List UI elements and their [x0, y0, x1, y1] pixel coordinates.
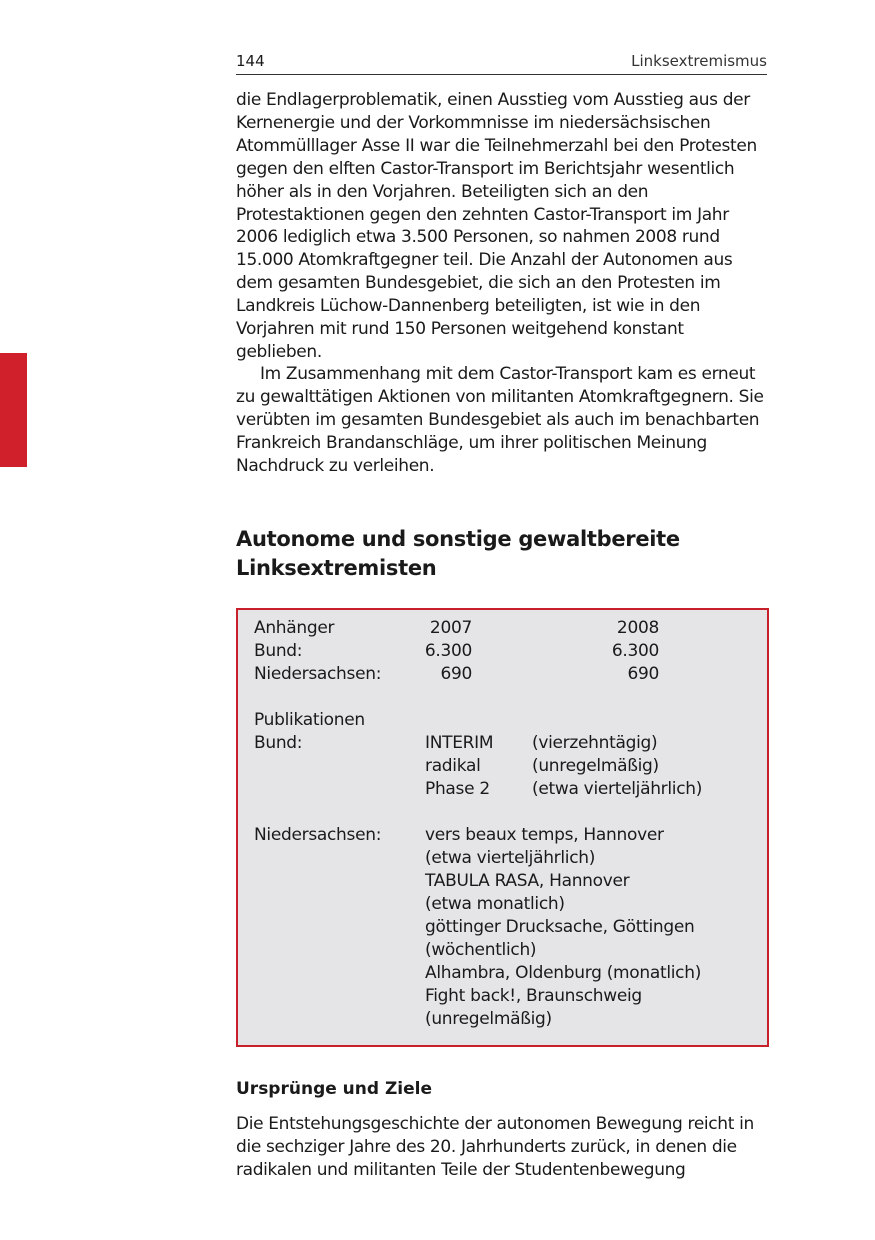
paragraph-1: die Endlagerproblematik, einen Ausstieg vom Ausstieg aus der Kernenergie und der Vorkommnisse im niedersächsischen Atommülllager Asse II war die Teilnehmerzahl bei den Protesten gegen den elften Castor-Transport im Berichtsjahr wesentlich höher als in den Vorjahren. Beteiligten sich an den Protestaktionen gegen den zehnten Castor-Transport im Jahr 2006 lediglich etwa 3.500 Personen, so nahmen 2008 rund 15.000 Atomkraftgegner teil. Die Anzahl der Autonomen aus dem gesamten Bundesgebiet, die sich an den Protesten im Landkreis Lüchow-Dannenberg beteiligten, ist wie in den Vorjahren mit rund 150 Personen weitgehend konstant geblieben.: [236, 90, 757, 362]
supporters-header-row: [238, 617, 767, 640]
publication-line: [238, 1008, 767, 1031]
publication-line: [238, 824, 767, 847]
publication-line: [238, 962, 767, 985]
year-2008: 2008: [616, 618, 659, 638]
publication-line: [238, 916, 767, 939]
year-2007: 2007: [429, 618, 472, 638]
publication-title: INTERIM: [425, 733, 494, 753]
publication-line: [238, 847, 767, 870]
publication-text: Fight back!, Braunschweig: [425, 986, 642, 1006]
value-2007: 6.300: [424, 641, 472, 661]
publication-text: (unregelmäßig): [425, 1009, 552, 1029]
publication-row: [238, 778, 767, 801]
publication-title: radikal: [425, 756, 481, 776]
paragraph-3: Die Entstehungsgeschichte der autonomen Bewegung reicht in die sechziger Jahre des 20. Jahrhunderts zurück, in denen die radikalen und militanten Teile der Studentenbewegung: [236, 1114, 754, 1180]
publication-text: TABULA RASA, Hannover: [425, 871, 630, 891]
value-2007: 690: [440, 664, 472, 684]
row-label: Bund:: [254, 641, 303, 661]
page-number: 144: [236, 52, 265, 70]
bund-label: Bund:: [254, 733, 303, 753]
subheading: Ursprünge und Ziele: [236, 1079, 433, 1099]
publication-title: Phase 2: [425, 779, 490, 799]
value-2008: 6.300: [611, 641, 659, 661]
publication-text: vers beaux temps, Hannover: [425, 825, 664, 845]
supporters-row: [238, 663, 767, 686]
publication-text: (etwa monatlich): [425, 894, 565, 914]
publications-label: Publikationen: [254, 710, 365, 730]
publication-text: göttinger Drucksache, Göttingen: [425, 917, 695, 937]
publication-frequency: (vierzehntägig): [532, 733, 658, 753]
chapter-title: Linksextremismus: [631, 52, 767, 70]
niedersachsen-label: Niedersachsen:: [254, 825, 382, 845]
publication-line: [238, 893, 767, 916]
section-title: Autonome und sonstige gewaltbereite Linksextremisten: [236, 527, 680, 580]
publication-row: [238, 732, 767, 755]
paragraph-2: Im Zusammenhang mit dem Castor-Transport kam es erneut zu gewalttätigen Aktionen von militanten Atomkraftgegnern. Sie verübten im gesamten Bundesgebiet als auch im benachbarten Frankreich Brandanschläge, um ihrer politischen Meinung Nachdruck zu verleihen.: [236, 364, 764, 476]
publication-row: [238, 755, 767, 778]
publication-text: (etwa vierteljährlich): [425, 848, 596, 868]
supporters-row: [238, 640, 767, 663]
publication-frequency: (etwa vierteljährlich): [532, 779, 703, 799]
publication-frequency: (unregelmäßig): [532, 756, 659, 776]
row-label: Niedersachsen:: [254, 664, 382, 684]
info-box: [236, 608, 769, 1047]
publication-line: [238, 870, 767, 893]
publication-line: [238, 985, 767, 1008]
publication-line: [238, 939, 767, 962]
publication-text: Alhambra, Oldenburg (monatlich): [425, 963, 702, 983]
chapter-marker-tab: [0, 353, 27, 467]
value-2008: 690: [627, 664, 659, 684]
supporters-label: Anhänger: [254, 618, 335, 638]
page-header: [236, 52, 767, 75]
publications-header-row: [238, 709, 767, 732]
publication-text: (wöchentlich): [425, 940, 537, 960]
